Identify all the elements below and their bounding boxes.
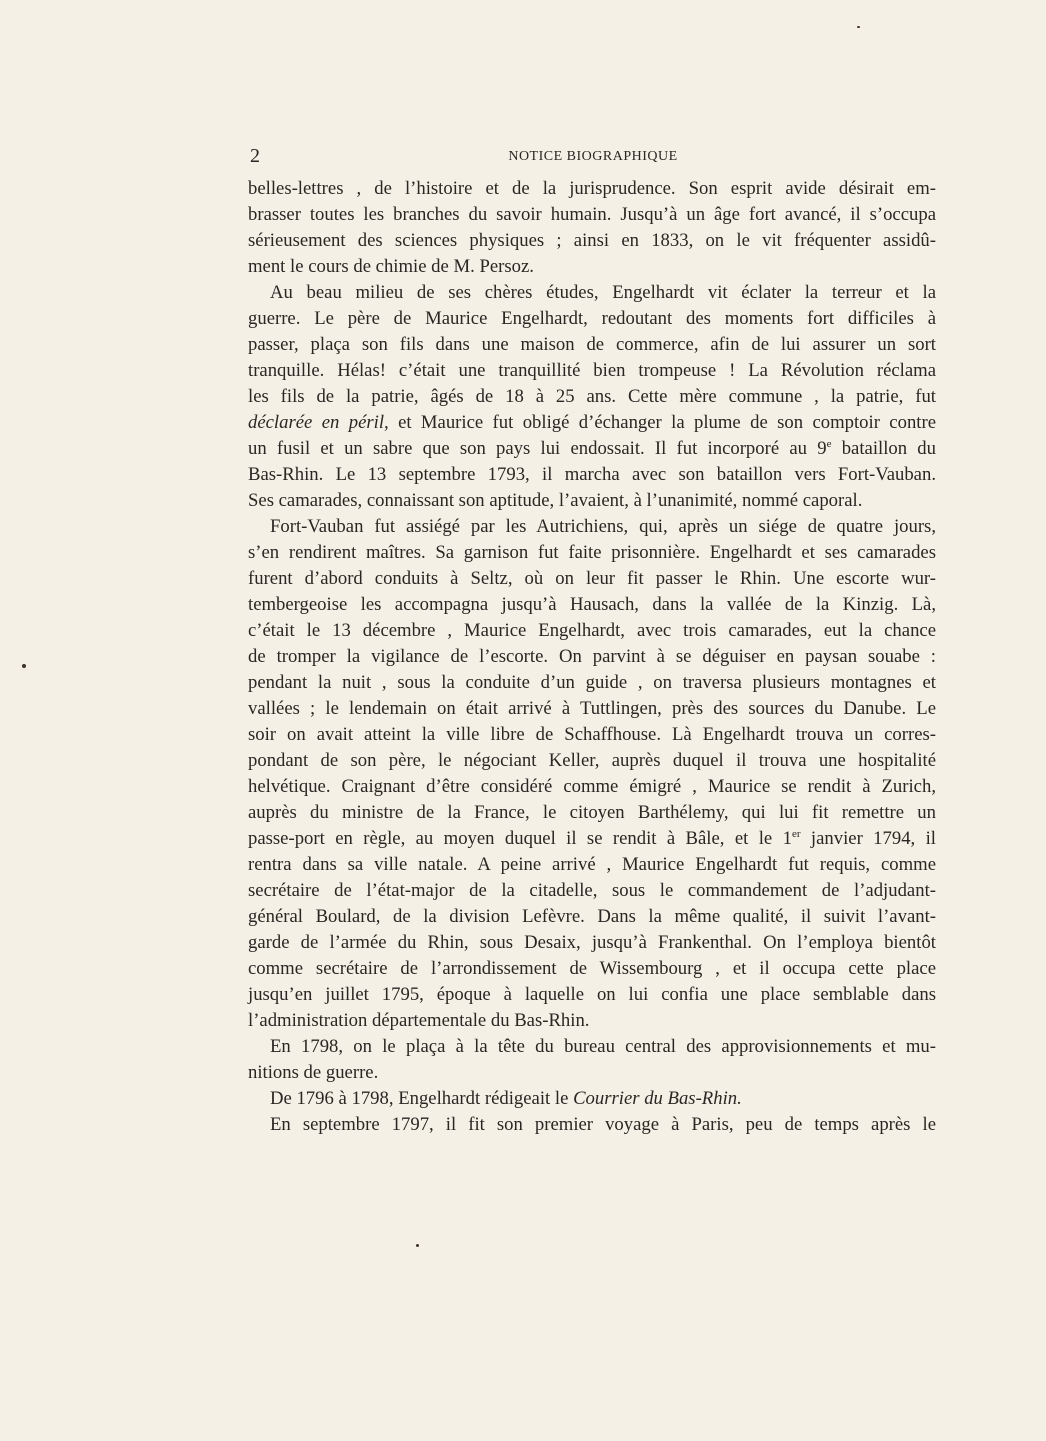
text-line: [248, 592, 936, 618]
text-segment: garde de l’armée du Rhin, sous Desaix, jusqu’à Frankenthal. On l’employa bientôt: [248, 932, 936, 953]
text-segment: Au beau milieu de ses chères études, Engelhardt vit éclater la terreur et la: [270, 282, 936, 303]
text-segment: En 1798, on le plaça à la tête du bureau central des approvisionnements et mu-: [270, 1036, 936, 1057]
text-segment: sérieusement des sciences physiques ; ainsi en 1833, on le vit fréquenter assidû-: [248, 230, 936, 251]
text-line: [248, 644, 936, 670]
text-segment: passe-port en règle, au moyen duquel il se rendit à Bâle, et le 1: [248, 828, 792, 849]
page-header: [250, 146, 936, 170]
text-line: [248, 696, 936, 722]
text-line: [248, 1086, 936, 1112]
text-line: [248, 670, 936, 696]
text-segment: tranquille. Hélas! c’était une tranquillité bien trompeuse ! La Révolution réclama: [248, 360, 936, 381]
text-segment: de tromper la vigilance de l’escorte. On parvint à se déguiser en paysan souabe :: [248, 646, 936, 667]
text-segment: bataillon du: [831, 438, 936, 459]
text-segment: s’en rendirent maîtres. Sa garnison fut faite prisonnière. Engelhardt et ses camarades: [248, 542, 936, 563]
text-segment: et Maurice fut obligé d’échanger la plume de son comptoir contre: [388, 412, 936, 433]
text-segment: rentra dans sa ville natale. A peine arrivé , Maurice Engelhardt fut requis, comme: [248, 854, 936, 875]
text-segment: tembergeoise les accompagna jusqu’à Hausach, dans la vallée de la Kinzig. Là,: [248, 594, 936, 615]
text-segment: Fort-Vauban fut assiégé par les Autrichiens, qui, après un siége de quatre jours,: [270, 516, 936, 537]
text-line: [248, 176, 936, 202]
page-speck: [416, 1244, 419, 1247]
text-line: [248, 878, 936, 904]
text-line: [248, 722, 936, 748]
text-segment: secrétaire de l’état-major de la citadelle, sous le commandement de l’adjudant-: [248, 880, 936, 901]
text-segment: ment le cours de chimie de M. Persoz.: [248, 256, 534, 277]
running-head: NOTICE BIOGRAPHIQUE: [508, 149, 678, 164]
superscript: e: [826, 437, 832, 450]
text-line: [248, 358, 936, 384]
text-segment: helvétique. Craignant d’être considéré comme émigré , Maurice se rendit à Zurich,: [248, 776, 936, 797]
italic-segment: Courrier du Bas-Rhin.: [573, 1088, 742, 1109]
text-line: [248, 852, 936, 878]
text-line: [248, 826, 936, 852]
text-segment: auprès du ministre de la France, le citoyen Barthélemy, qui lui fit remettre un: [248, 802, 936, 823]
text-segment: c’était le 13 décembre , Maurice Engelhardt, avec trois camarades, eut la chance: [248, 620, 936, 641]
text-segment: pondant de son père, le négociant Keller, auprès duquel il trouva une hospitalité: [248, 750, 936, 771]
text-segment: nitions de guerre.: [248, 1062, 379, 1083]
text-line: [248, 1008, 936, 1034]
text-segment: soir on avait atteint la ville libre de Schaffhouse. Là Engelhardt trouva un corres-: [248, 724, 936, 745]
text-line: [248, 540, 936, 566]
text-line: [248, 228, 936, 254]
text-line: [248, 280, 936, 306]
page-speck: [22, 664, 26, 668]
text-segment: jusqu’en juillet 1795, époque à laquelle on lui confia une place semblable dans: [248, 984, 936, 1005]
text-segment: pendant la nuit , sous la conduite d’un guide , on traversa plusieurs montagnes et: [248, 672, 936, 693]
text-line: [248, 904, 936, 930]
text-line: [248, 436, 936, 462]
text-line: [248, 800, 936, 826]
text-segment: l’administration départementale du Bas-Rhin.: [248, 1010, 590, 1031]
text-segment: En septembre 1797, il fit son premier voyage à Paris, peu de temps après le: [270, 1114, 936, 1135]
text-line: [248, 384, 936, 410]
superscript: er: [791, 827, 801, 840]
text-line: [248, 774, 936, 800]
text-line: [248, 514, 936, 540]
text-segment: Ses camarades, connaissant son aptitude, l’avaient, à l’unanimité, nommé caporal.: [248, 490, 863, 511]
text-line: [248, 306, 936, 332]
text-line: [248, 1060, 936, 1086]
text-line: [248, 462, 936, 488]
text-line: [248, 982, 936, 1008]
italic-segment: déclarée en péril,: [248, 412, 389, 433]
text-segment: un fusil et un sabre que son pays lui endossait. Il fut incorporé au 9: [248, 438, 827, 459]
text-segment: janvier 1794, il: [800, 828, 936, 849]
text-line: [248, 254, 936, 280]
text-line: [248, 1034, 936, 1060]
text-line: [248, 488, 936, 514]
text-line: [248, 410, 936, 436]
text-line: [248, 566, 936, 592]
text-segment: général Boulard, de la division Lefèvre. Dans la même qualité, il suivit l’avant-: [248, 906, 936, 927]
text-line: [248, 930, 936, 956]
text-line: [248, 332, 936, 358]
text-segment: passer, plaça son fils dans une maison de commerce, afin de lui assurer un sort: [248, 334, 936, 355]
text-segment: les fils de la patrie, âgés de 18 à 25 ans. Cette mère commune , la patrie, fut: [248, 386, 936, 407]
page-number: 2: [250, 145, 260, 167]
text-segment: belles-lettres , de l’histoire et de la jurisprudence. Son esprit avide désirait em-: [248, 178, 936, 199]
text-segment: comme secrétaire de l’arrondissement de Wissembourg , et il occupa cette place: [248, 958, 936, 979]
page-speck: [857, 26, 860, 28]
text-line: [248, 618, 936, 644]
text-line: [248, 748, 936, 774]
text-segment: guerre. Le père de Maurice Engelhardt, redoutant des moments fort difficiles à: [248, 308, 936, 329]
body-text: [248, 176, 936, 1138]
text-segment: Bas-Rhin. Le 13 septembre 1793, il marcha avec son bataillon vers Fort-Vauban.: [248, 464, 936, 485]
text-line: [248, 1112, 936, 1138]
text-segment: furent d’abord conduits à Seltz, où on leur fit passer le Rhin. Une escorte wur-: [248, 568, 936, 589]
text-line: [248, 202, 936, 228]
text-line: [248, 956, 936, 982]
text-segment: brasser toutes les branches du savoir humain. Jusqu’à un âge fort avancé, il s’occupa: [248, 204, 936, 225]
text-segment: vallées ; le lendemain on était arrivé à Tuttlingen, près des sources du Danube. Le: [248, 698, 936, 719]
text-segment: De 1796 à 1798, Engelhardt rédigeait le: [270, 1088, 574, 1109]
